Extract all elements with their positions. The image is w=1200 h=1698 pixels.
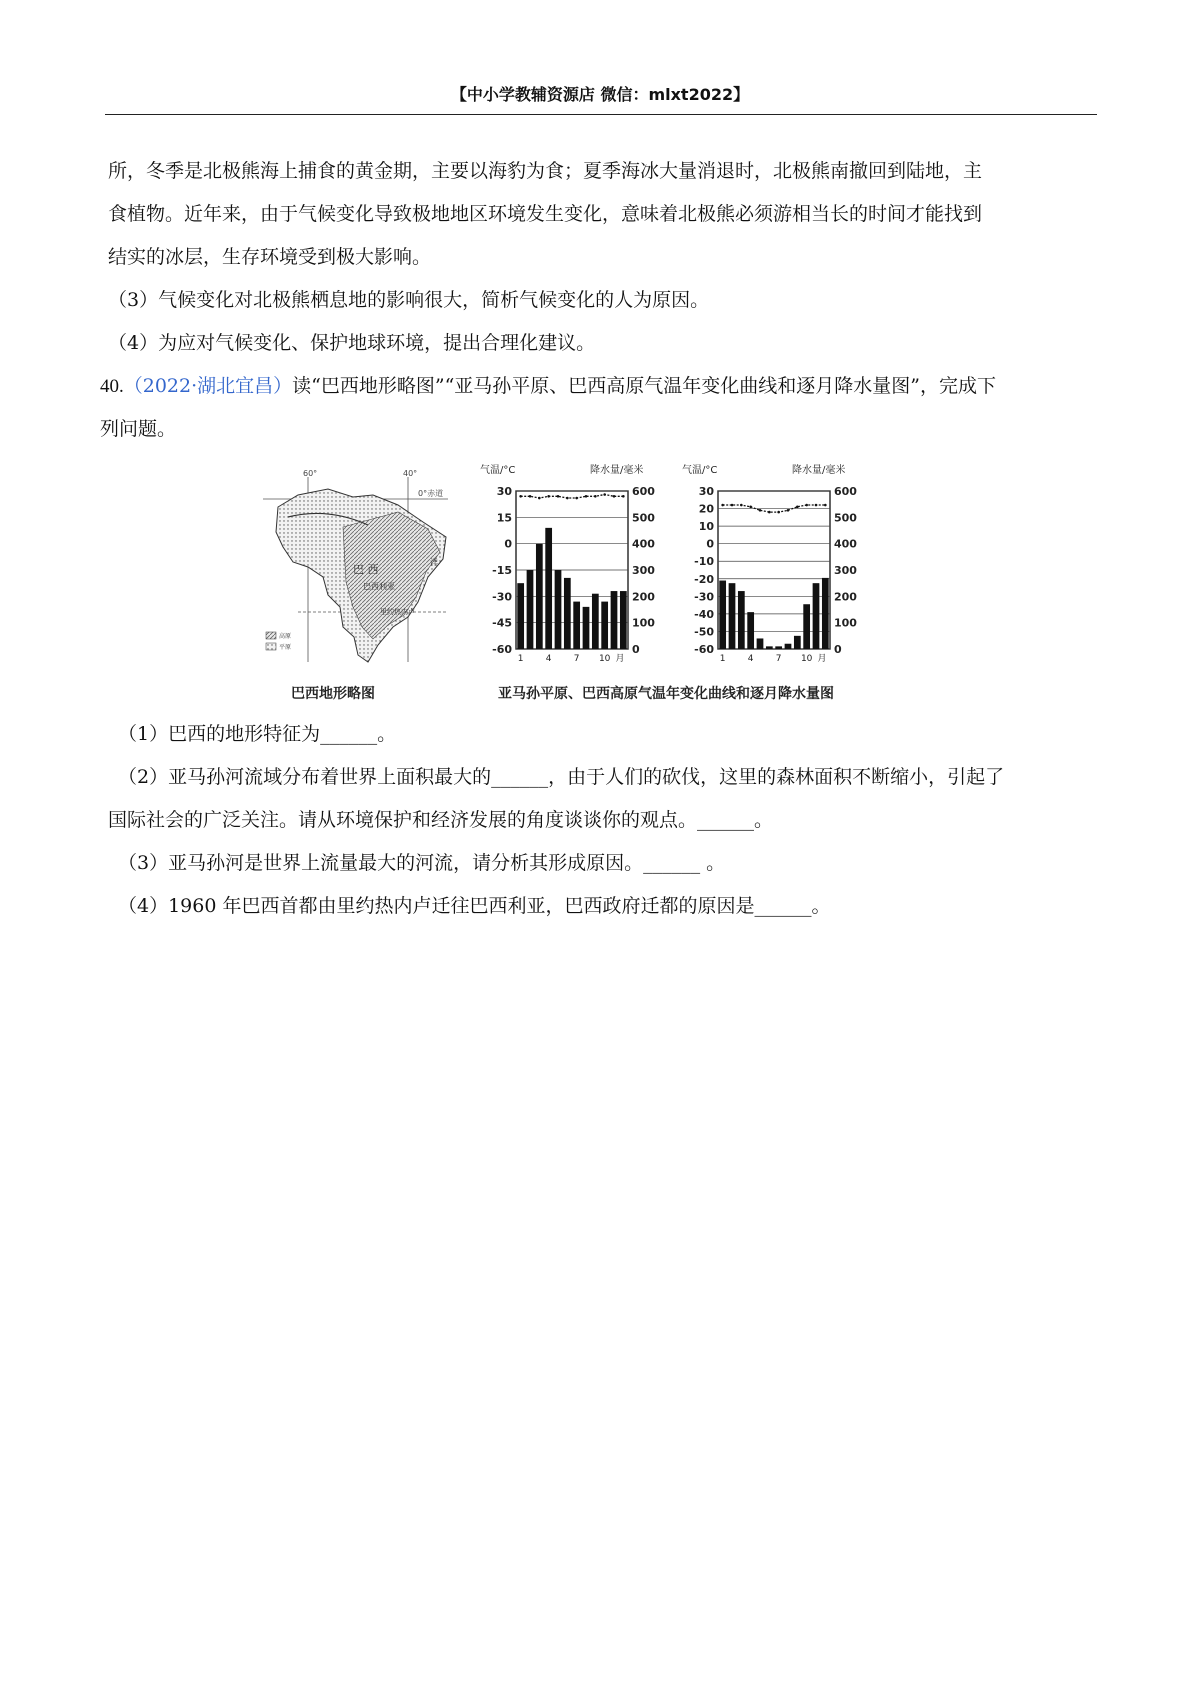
- month-tick-label: 7: [775, 654, 782, 664]
- temp-tick-label: -60: [694, 643, 714, 656]
- temperature-point: [768, 511, 771, 514]
- capital-label: 巴西利亚: [363, 582, 395, 591]
- month-tick-label: 4: [545, 654, 552, 664]
- question-source-link[interactable]: （2022·湖北宜昌）: [123, 375, 293, 397]
- legend-plain-text: 平原: [279, 644, 292, 651]
- temperature-curve: [521, 495, 624, 499]
- question-number: 40.: [100, 376, 124, 397]
- temp-tick-label: -60: [492, 643, 512, 656]
- page-header: 【中小学教辅资源店 微信：mlxt2022】: [450, 85, 750, 104]
- temp-tick-label: 20: [698, 502, 714, 516]
- precip-bar: [766, 646, 773, 649]
- temp-tick-label: -40: [694, 607, 714, 621]
- plateau-climate-chart: [680, 459, 880, 664]
- temperature-point: [538, 497, 541, 500]
- paragraph-line-1: 所，冬季是北极熊海上捕食的黄金期，主要以海豹为食；夏季海冰大量消退时，北极熊南撤回到陆地，主: [108, 160, 983, 182]
- precip-bar: [536, 544, 543, 649]
- precip-tick-label: 0: [834, 643, 842, 656]
- temperature-point: [622, 495, 625, 498]
- temp-tick-label: 0: [504, 537, 512, 551]
- precip-bar: [592, 594, 599, 649]
- document-body: [100, 150, 1093, 928]
- precip-bar: [822, 578, 829, 649]
- temperature-point: [519, 495, 522, 498]
- precip-tick-label: 100: [834, 616, 857, 630]
- precip-bar: [719, 581, 726, 649]
- ocean-label: 洋: [430, 558, 438, 567]
- precip-bar: [601, 602, 608, 649]
- temperature-point: [529, 495, 532, 498]
- month-tick-label: 7: [573, 654, 580, 664]
- temperature-point: [557, 495, 560, 498]
- temp-tick-label: -10: [694, 555, 714, 569]
- precip-bar: [527, 570, 534, 649]
- month-tick-label: 1: [517, 654, 524, 664]
- temperature-point: [815, 504, 818, 507]
- temperature-point: [585, 495, 588, 498]
- precip-tick-label: 200: [632, 590, 655, 604]
- question-40-2-line-2: 国际社会的广泛关注。请从环境保护和经济发展的角度谈谈你的观点。______。: [108, 809, 774, 831]
- temperature-point: [603, 493, 606, 496]
- brazil-label: 巴 西: [353, 563, 379, 576]
- temp-tick-label: 10: [698, 520, 714, 534]
- temperature-point: [824, 504, 827, 507]
- paragraph-line-3: 结实的冰层，生存环境受到极大影响。: [108, 246, 432, 268]
- precip-tick-label: 500: [834, 511, 857, 525]
- temperature-point: [796, 506, 799, 509]
- temp-tick-label: 15: [496, 511, 512, 525]
- amazon-climate-chart: [478, 459, 678, 664]
- month-axis-label: 月: [817, 654, 827, 664]
- charts-caption: 亚马孙平原、巴西高原气温年变化曲线和逐月降水量图: [498, 686, 834, 702]
- precip-bar: [620, 591, 627, 649]
- temperature-point: [805, 504, 808, 507]
- map-caption: 巴西地形略图: [291, 686, 375, 702]
- precip-tick-label: 300: [834, 564, 857, 577]
- precip-bar: [545, 528, 552, 649]
- temp-tick-label: -30: [492, 590, 512, 604]
- question-40-stem: [100, 365, 1093, 408]
- temperature-point: [721, 504, 724, 507]
- precip-bar: [611, 591, 618, 649]
- question-40-4: （4）1960 年巴西首都由里约热内卢迁往巴西利亚，巴西政府迁都的原因是______。: [118, 895, 831, 917]
- temperature-point: [787, 509, 790, 512]
- temp-axis-label: 气温/°C: [682, 465, 718, 476]
- precip-bar: [747, 612, 754, 649]
- month-tick-label: 4: [747, 654, 754, 664]
- question-39-3: （3）气候变化对北极熊栖息地的影响很大，简析气候变化的人为原因。: [108, 289, 710, 311]
- precip-tick-label: 200: [834, 590, 857, 604]
- precip-bar: [775, 646, 782, 649]
- month-tick-label: 10: [800, 654, 813, 664]
- precip-bar: [738, 591, 745, 649]
- question-40-1: （1）巴西的地形特征为______。: [118, 723, 397, 745]
- precip-bar: [794, 636, 801, 649]
- temperature-point: [731, 504, 734, 507]
- temp-tick-label: 30: [496, 485, 512, 498]
- question-stem-line-1: 读“巴西地形略图”“亚马孙平原、巴西高原气温年变化曲线和逐月降水量图”，完成下: [292, 375, 997, 397]
- temp-tick-label: 30: [698, 485, 714, 498]
- legend-plain-swatch: [266, 643, 276, 650]
- temp-tick-label: -20: [694, 572, 714, 586]
- temp-tick-label: -45: [492, 616, 512, 630]
- question-figure: [108, 459, 1093, 721]
- month-tick-label: 10: [598, 654, 611, 664]
- precip-tick-label: 0: [632, 643, 640, 656]
- precip-bar: [813, 583, 820, 649]
- temperature-point: [613, 495, 616, 498]
- month-axis-label: 月: [615, 654, 625, 664]
- temp-axis-label: 气温/°C: [480, 465, 516, 476]
- precip-axis-label: 降水量/毫米: [792, 465, 846, 476]
- temp-tick-label: -50: [694, 625, 714, 639]
- precip-tick-label: 100: [632, 616, 655, 630]
- temperature-point: [566, 497, 569, 500]
- precip-bar: [573, 602, 580, 649]
- precip-bar: [555, 570, 562, 649]
- paragraph-line-2: 食植物。近年来，由于气候变化导致极地地区环境发生变化，意味着北极熊必须游相当长的时间才能找到: [108, 203, 983, 225]
- month-tick-label: 1: [719, 654, 726, 664]
- header-divider: [105, 114, 1097, 115]
- question-stem-line-2: 列问题。: [100, 418, 177, 440]
- temp-tick-label: -30: [694, 590, 714, 604]
- precip-tick-label: 600: [632, 485, 655, 498]
- precip-bar: [803, 604, 810, 649]
- precip-tick-label: 400: [632, 537, 655, 551]
- precip-bar: [517, 583, 524, 649]
- precip-bar: [757, 638, 764, 649]
- temp-tick-label: -15: [492, 564, 512, 577]
- temperature-point: [759, 509, 762, 512]
- precip-bar: [729, 583, 736, 649]
- lon-label-40: 40°: [403, 469, 418, 478]
- precip-tick-label: 300: [632, 564, 655, 577]
- temperature-point: [594, 495, 597, 498]
- temperature-point: [575, 497, 578, 500]
- precip-tick-label: 400: [834, 537, 857, 551]
- precip-bar: [785, 644, 792, 649]
- precip-tick-label: 600: [834, 485, 857, 498]
- question-40-3: （3）亚马孙河是世界上流量最大的河流，请分析其形成原因。______ 。: [118, 852, 726, 874]
- question-40-2-line-1: （2）亚马孙河流域分布着世界上面积最大的______，由于人们的砍伐，这里的森林面积不断缩小，引起了: [118, 766, 1005, 788]
- temp-tick-label: 0: [706, 537, 714, 551]
- equator-label: 0°赤道: [418, 489, 444, 498]
- city-label: 里约热内卢: [380, 608, 415, 616]
- question-39-4: （4）为应对气候变化、保护地球环境，提出合理化建议。: [108, 332, 596, 354]
- lon-label-60: 60°: [303, 469, 318, 478]
- brazil-terrain-map: [258, 467, 468, 667]
- precip-bar: [564, 578, 571, 649]
- precip-axis-label: 降水量/毫米: [590, 465, 644, 476]
- legend-plateau-text: 高原: [279, 633, 292, 640]
- legend-plateau-swatch: [266, 632, 276, 639]
- precip-bar: [583, 607, 590, 649]
- temperature-point: [777, 511, 780, 514]
- temperature-point: [749, 506, 752, 509]
- temperature-point: [740, 504, 743, 507]
- precip-tick-label: 500: [632, 511, 655, 525]
- temperature-point: [547, 495, 550, 498]
